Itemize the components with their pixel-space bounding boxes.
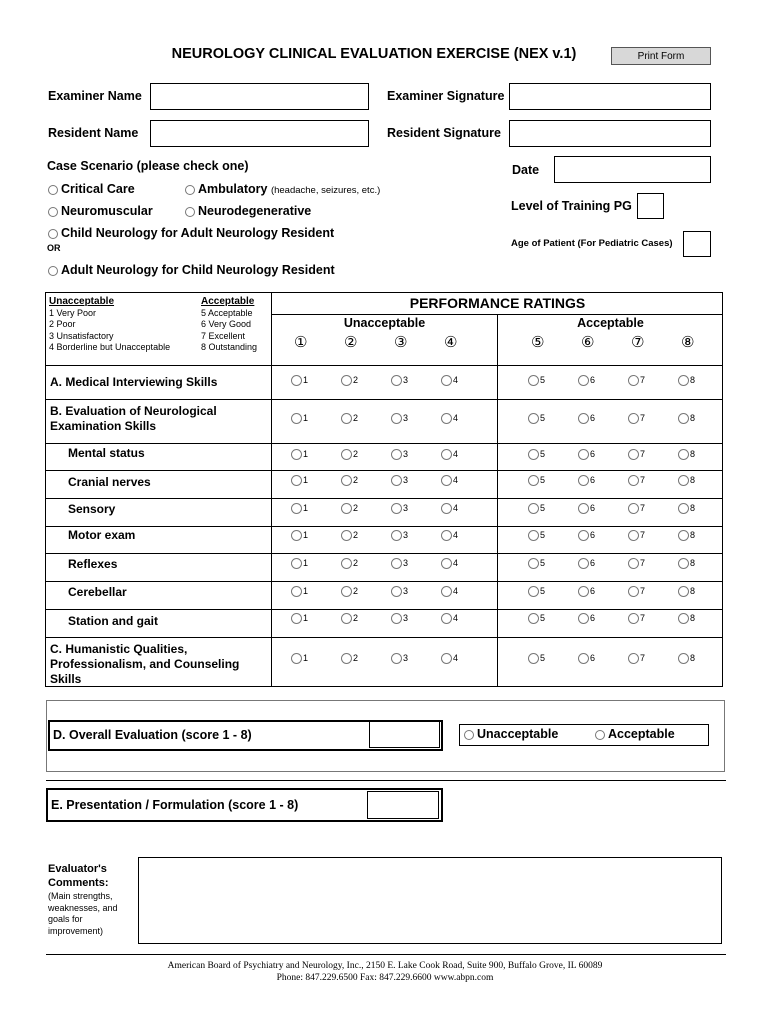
rating-mental-status-6[interactable]: 6 [578, 449, 595, 460]
radio-icon[interactable] [578, 503, 589, 514]
rating-sensory-7[interactable]: 7 [628, 503, 645, 514]
rating-medical-interviewing-6[interactable]: 6 [578, 375, 595, 386]
rating-cranial-nerves-2[interactable]: 2 [341, 475, 358, 486]
rating-motor-exam-3[interactable]: 3 [391, 530, 408, 541]
rating-number-3: ③ [394, 334, 408, 351]
radio-icon[interactable] [291, 413, 302, 424]
comments-note: (Main strengths, weaknesses, and goals for improvement) [48, 891, 118, 936]
age-patient-label: Age of Patient (For Pediatric Cases) [511, 238, 673, 249]
neurodegenerative-option[interactable]: Neurodegenerative [185, 204, 311, 218]
radio-icon[interactable] [628, 449, 639, 460]
radio-icon[interactable] [341, 653, 352, 664]
radio-icon[interactable] [441, 558, 452, 569]
rating-cranial-nerves-4[interactable]: 4 [441, 475, 458, 486]
rating-medical-interviewing-7[interactable]: 7 [628, 375, 645, 386]
divider [46, 498, 723, 499]
radio-icon[interactable] [341, 503, 352, 514]
row-label-cerebellar: Cerebellar [68, 585, 127, 599]
divider [46, 365, 723, 366]
rating-reflexes-8[interactable]: 8 [678, 558, 695, 569]
radio-icon[interactable] [441, 653, 452, 664]
row-label-mental-status: Mental status [68, 446, 145, 460]
ambulatory-option[interactable]: Ambulatory (headache, seizures, etc.) [185, 182, 380, 196]
rating-sensory-6[interactable]: 6 [578, 503, 595, 514]
overall-unacceptable-option[interactable]: Unacceptable [464, 727, 558, 741]
divider [46, 470, 723, 471]
rating-number-4: ④ [444, 334, 458, 351]
radio-icon[interactable] [291, 449, 302, 460]
rating-motor-exam-6[interactable]: 6 [578, 530, 595, 541]
footer [45, 960, 725, 984]
age-patient-input[interactable] [683, 231, 711, 257]
examiner-signature-input[interactable] [509, 83, 711, 110]
radio-icon[interactable] [628, 530, 639, 541]
radio-icon[interactable] [528, 586, 539, 597]
radio-icon[interactable] [528, 653, 539, 664]
rating-medical-interviewing-3[interactable]: 3 [391, 375, 408, 386]
rating-reflexes-3[interactable]: 3 [391, 558, 408, 569]
rating-motor-exam-8[interactable]: 8 [678, 530, 695, 541]
rating-number-2: ② [344, 334, 358, 351]
resident-name-input[interactable] [150, 120, 369, 147]
radio-icon[interactable] [291, 375, 302, 386]
radio-icon[interactable] [341, 449, 352, 460]
rating-neuro-exam-4[interactable]: 4 [441, 413, 458, 424]
rating-cranial-nerves-5[interactable]: 5 [528, 475, 545, 486]
rating-motor-exam-7[interactable]: 7 [628, 530, 645, 541]
rating-cerebellar-2[interactable]: 2 [341, 586, 358, 597]
divider [46, 954, 726, 955]
rating-mental-status-5[interactable]: 5 [528, 449, 545, 460]
radio-icon[interactable] [578, 653, 589, 664]
rating-reflexes-5[interactable]: 5 [528, 558, 545, 569]
radio-icon[interactable] [678, 586, 689, 597]
rating-humanistic-5[interactable]: 5 [528, 653, 545, 664]
radio-icon[interactable] [391, 613, 402, 624]
row-label-motor-exam: Motor exam [68, 528, 136, 542]
radio-icon[interactable] [678, 613, 689, 624]
radio-icon[interactable] [628, 613, 639, 624]
radio-icon[interactable] [291, 586, 302, 597]
radio-icon[interactable] [341, 613, 352, 624]
radio-icon[interactable] [291, 653, 302, 664]
rating-motor-exam-4[interactable]: 4 [441, 530, 458, 541]
overall-label: D. Overall Evaluation (score 1 - 8) [53, 728, 252, 742]
rating-humanistic-4[interactable]: 4 [441, 653, 458, 664]
divider [46, 443, 723, 444]
rating-cerebellar-3[interactable]: 3 [391, 586, 408, 597]
ratings-unacceptable-heading: Unacceptable [343, 316, 426, 330]
rating-station-gait-4[interactable]: 4 [441, 613, 458, 624]
case-scenario-heading: Case Scenario (please check one) [47, 159, 249, 173]
rating-cranial-nerves-3[interactable]: 3 [391, 475, 408, 486]
row-label-station-gait: Station and gait [68, 614, 158, 628]
rating-station-gait-8[interactable]: 8 [678, 613, 695, 624]
rating-medical-interviewing-8[interactable]: 8 [678, 375, 695, 386]
legend-unacceptable: Unacceptable 1 Very Poor 2 Poor 3 Unsatisfactory 4 Borderline but Unacceptable [49, 296, 171, 352]
radio-icon[interactable] [291, 558, 302, 569]
legend-acceptable: Acceptable 5 Acceptable 6 Very Good 7 Excellent 8 Outstanding [201, 296, 258, 352]
date-label: Date [512, 163, 540, 177]
row-label-a: A. Medical Interviewing Skills [50, 375, 218, 389]
rating-number-6: ⑥ [581, 334, 595, 351]
radio-icon[interactable] [341, 558, 352, 569]
divider [46, 399, 723, 400]
radio-icon[interactable] [678, 449, 689, 460]
rating-humanistic-1[interactable]: 1 [291, 653, 308, 664]
divider [46, 581, 723, 582]
radio-icon[interactable] [678, 503, 689, 514]
examiner-name-label: Examiner Name [48, 89, 142, 103]
radio-icon[interactable] [341, 475, 352, 486]
radio-icon[interactable] [441, 586, 452, 597]
radio-icon[interactable] [528, 558, 539, 569]
rating-medical-interviewing-1[interactable]: 1 [291, 375, 308, 386]
radio-icon[interactable] [578, 449, 589, 460]
rating-mental-status-3[interactable]: 3 [391, 449, 408, 460]
radio-icon[interactable] [441, 475, 452, 486]
radio-icon[interactable] [464, 730, 474, 740]
radio-icon[interactable] [391, 653, 402, 664]
divider [46, 553, 723, 554]
critical-care-option[interactable]: Critical Care [48, 182, 135, 196]
radio-icon[interactable] [391, 413, 402, 424]
rating-cranial-nerves-7[interactable]: 7 [628, 475, 645, 486]
rating-reflexes-6[interactable]: 6 [578, 558, 595, 569]
adult-neuro-option[interactable]: Adult Neurology for Child Neurology Resident [48, 263, 335, 277]
rating-cerebellar-7[interactable]: 7 [628, 586, 645, 597]
performance-ratings-table [45, 292, 723, 687]
rating-humanistic-2[interactable]: 2 [341, 653, 358, 664]
radio-icon[interactable] [291, 530, 302, 541]
radio-icon[interactable] [48, 185, 58, 195]
radio-icon[interactable] [48, 229, 58, 239]
radio-icon[interactable] [628, 653, 639, 664]
rating-cerebellar-4[interactable]: 4 [441, 586, 458, 597]
date-input[interactable] [554, 156, 711, 183]
row-label-reflexes: Reflexes [68, 557, 118, 571]
divider [271, 293, 272, 686]
rating-neuro-exam-3[interactable]: 3 [391, 413, 408, 424]
rating-motor-exam-2[interactable]: 2 [341, 530, 358, 541]
rating-reflexes-7[interactable]: 7 [628, 558, 645, 569]
radio-icon[interactable] [678, 558, 689, 569]
row-label-b: B. Evaluation of Neurological Examination Skills [50, 404, 217, 433]
rating-cerebellar-5[interactable]: 5 [528, 586, 545, 597]
rating-station-gait-7[interactable]: 7 [628, 613, 645, 624]
rating-neuro-exam-8[interactable]: 8 [678, 413, 695, 424]
radio-icon[interactable] [578, 530, 589, 541]
radio-icon[interactable] [441, 503, 452, 514]
footer-address: American Board of Psychiatry and Neurology, Inc., 2150 E. Lake Cook Road, Suite 900, Buffalo Grove, IL 60089 [167, 961, 603, 971]
footer-contact: Phone: 847.229.6500 Fax: 847.229.6600 www.abpn.com [276, 973, 494, 983]
rating-medical-interviewing-5[interactable]: 5 [528, 375, 545, 386]
rating-humanistic-8[interactable]: 8 [678, 653, 695, 664]
rating-medical-interviewing-2[interactable]: 2 [341, 375, 358, 386]
rating-sensory-2[interactable]: 2 [341, 503, 358, 514]
rating-number-7: ⑦ [631, 334, 645, 351]
rating-humanistic-6[interactable]: 6 [578, 653, 595, 664]
resident-signature-label: Resident Signature [387, 126, 501, 140]
radio-icon[interactable] [48, 207, 58, 217]
rating-cranial-nerves-6[interactable]: 6 [578, 475, 595, 486]
level-training-input[interactable] [637, 193, 664, 219]
radio-icon[interactable] [391, 586, 402, 597]
radio-icon[interactable] [628, 475, 639, 486]
ratings-title: PERFORMANCE RATINGS [409, 295, 586, 311]
radio-icon[interactable] [678, 413, 689, 424]
radio-icon[interactable] [578, 375, 589, 386]
rating-sensory-5[interactable]: 5 [528, 503, 545, 514]
rating-neuro-exam-2[interactable]: 2 [341, 413, 358, 424]
radio-icon[interactable] [341, 413, 352, 424]
rating-number-1: ① [294, 334, 308, 351]
presentation-label: E. Presentation / Formulation (score 1 - 8) [51, 798, 299, 812]
radio-icon[interactable] [391, 375, 402, 386]
radio-icon[interactable] [341, 586, 352, 597]
resident-name-label: Resident Name [48, 126, 139, 140]
radio-icon[interactable] [441, 449, 452, 460]
radio-icon[interactable] [341, 530, 352, 541]
radio-icon[interactable] [391, 475, 402, 486]
divider [46, 780, 726, 781]
rating-sensory-8[interactable]: 8 [678, 503, 695, 514]
radio-icon[interactable] [578, 558, 589, 569]
rating-cerebellar-8[interactable]: 8 [678, 586, 695, 597]
radio-icon[interactable] [391, 558, 402, 569]
rating-reflexes-4[interactable]: 4 [441, 558, 458, 569]
radio-icon[interactable] [678, 475, 689, 486]
overall-acceptable-option[interactable]: Acceptable [595, 727, 675, 741]
resident-signature-input[interactable] [509, 120, 711, 147]
ratings-acceptable-heading: Acceptable [577, 316, 644, 330]
rating-humanistic-3[interactable]: 3 [391, 653, 408, 664]
divider [497, 315, 498, 686]
rating-reflexes-1[interactable]: 1 [291, 558, 308, 569]
radio-icon[interactable] [628, 503, 639, 514]
radio-icon[interactable] [628, 375, 639, 386]
rating-motor-exam-1[interactable]: 1 [291, 530, 308, 541]
rating-neuro-exam-1[interactable]: 1 [291, 413, 308, 424]
rating-number-8: ⑧ [681, 334, 695, 351]
rating-motor-exam-5[interactable]: 5 [528, 530, 545, 541]
radio-icon[interactable] [578, 475, 589, 486]
comments-label: Evaluator's Comments: [48, 863, 109, 889]
print-form-button[interactable]: Print Form [611, 47, 711, 65]
radio-icon[interactable] [678, 530, 689, 541]
rating-station-gait-1[interactable]: 1 [291, 613, 308, 624]
rating-cranial-nerves-1[interactable]: 1 [291, 475, 308, 486]
rating-station-gait-3[interactable]: 3 [391, 613, 408, 624]
row-label-cranial-nerves: Cranial nerves [68, 475, 151, 489]
rating-mental-status-2[interactable]: 2 [341, 449, 358, 460]
radio-icon[interactable] [678, 653, 689, 664]
rating-cerebellar-6[interactable]: 6 [578, 586, 595, 597]
divider [271, 314, 723, 315]
overall-score-input[interactable] [369, 721, 440, 748]
rating-station-gait-6[interactable]: 6 [578, 613, 595, 624]
page-title: NEUROLOGY CLINICAL EVALUATION EXERCISE (NEX v.1) [171, 46, 577, 62]
radio-icon[interactable] [391, 530, 402, 541]
neuromuscular-option[interactable]: Neuromuscular [48, 204, 153, 218]
rating-mental-status-1[interactable]: 1 [291, 449, 308, 460]
examiner-signature-label: Examiner Signature [387, 89, 505, 103]
divider [46, 526, 723, 527]
radio-icon[interactable] [441, 413, 452, 424]
radio-icon[interactable] [528, 475, 539, 486]
rating-mental-status-7[interactable]: 7 [628, 449, 645, 460]
radio-icon[interactable] [185, 207, 195, 217]
examiner-name-input[interactable] [150, 83, 369, 110]
rating-sensory-4[interactable]: 4 [441, 503, 458, 514]
rating-medical-interviewing-4[interactable]: 4 [441, 375, 458, 386]
level-training-label: Level of Training PG [511, 199, 632, 213]
rating-station-gait-5[interactable]: 5 [528, 613, 545, 624]
radio-icon[interactable] [341, 375, 352, 386]
radio-icon[interactable] [441, 530, 452, 541]
rating-neuro-exam-7[interactable]: 7 [628, 413, 645, 424]
child-neuro-option[interactable]: Child Neurology for Adult Neurology Resident [48, 226, 334, 240]
row-label-c: C. Humanistic Qualities, Professionalism, and Counseling Skills [50, 642, 240, 686]
row-label-sensory: Sensory [68, 502, 116, 516]
rating-neuro-exam-6[interactable]: 6 [578, 413, 595, 424]
radio-icon[interactable] [441, 375, 452, 386]
rating-number-5: ⑤ [531, 334, 545, 351]
rating-mental-status-4[interactable]: 4 [441, 449, 458, 460]
radio-icon[interactable] [595, 730, 605, 740]
rating-neuro-exam-5[interactable]: 5 [528, 413, 545, 424]
radio-icon[interactable] [528, 449, 539, 460]
radio-icon[interactable] [578, 586, 589, 597]
divider [46, 637, 723, 638]
radio-icon[interactable] [391, 503, 402, 514]
radio-icon[interactable] [528, 375, 539, 386]
radio-icon[interactable] [391, 449, 402, 460]
radio-icon[interactable] [48, 266, 58, 276]
radio-icon[interactable] [528, 613, 539, 624]
rating-humanistic-7[interactable]: 7 [628, 653, 645, 664]
rating-cerebellar-1[interactable]: 1 [291, 586, 308, 597]
radio-icon[interactable] [185, 185, 195, 195]
radio-icon[interactable] [441, 613, 452, 624]
comments-textarea[interactable] [138, 857, 722, 944]
radio-icon[interactable] [291, 475, 302, 486]
rating-cranial-nerves-8[interactable]: 8 [678, 475, 695, 486]
radio-icon[interactable] [578, 613, 589, 624]
radio-icon[interactable] [678, 375, 689, 386]
radio-icon[interactable] [291, 503, 302, 514]
radio-icon[interactable] [291, 613, 302, 624]
radio-icon[interactable] [628, 586, 639, 597]
radio-icon[interactable] [528, 413, 539, 424]
or-label: OR [47, 243, 61, 253]
rating-sensory-3[interactable]: 3 [391, 503, 408, 514]
rating-reflexes-2[interactable]: 2 [341, 558, 358, 569]
rating-station-gait-2[interactable]: 2 [341, 613, 358, 624]
divider [46, 609, 723, 610]
radio-icon[interactable] [628, 413, 639, 424]
presentation-score-input[interactable] [367, 791, 439, 819]
radio-icon[interactable] [528, 503, 539, 514]
radio-icon[interactable] [528, 530, 539, 541]
rating-mental-status-8[interactable]: 8 [678, 449, 695, 460]
radio-icon[interactable] [628, 558, 639, 569]
rating-sensory-1[interactable]: 1 [291, 503, 308, 514]
radio-icon[interactable] [578, 413, 589, 424]
